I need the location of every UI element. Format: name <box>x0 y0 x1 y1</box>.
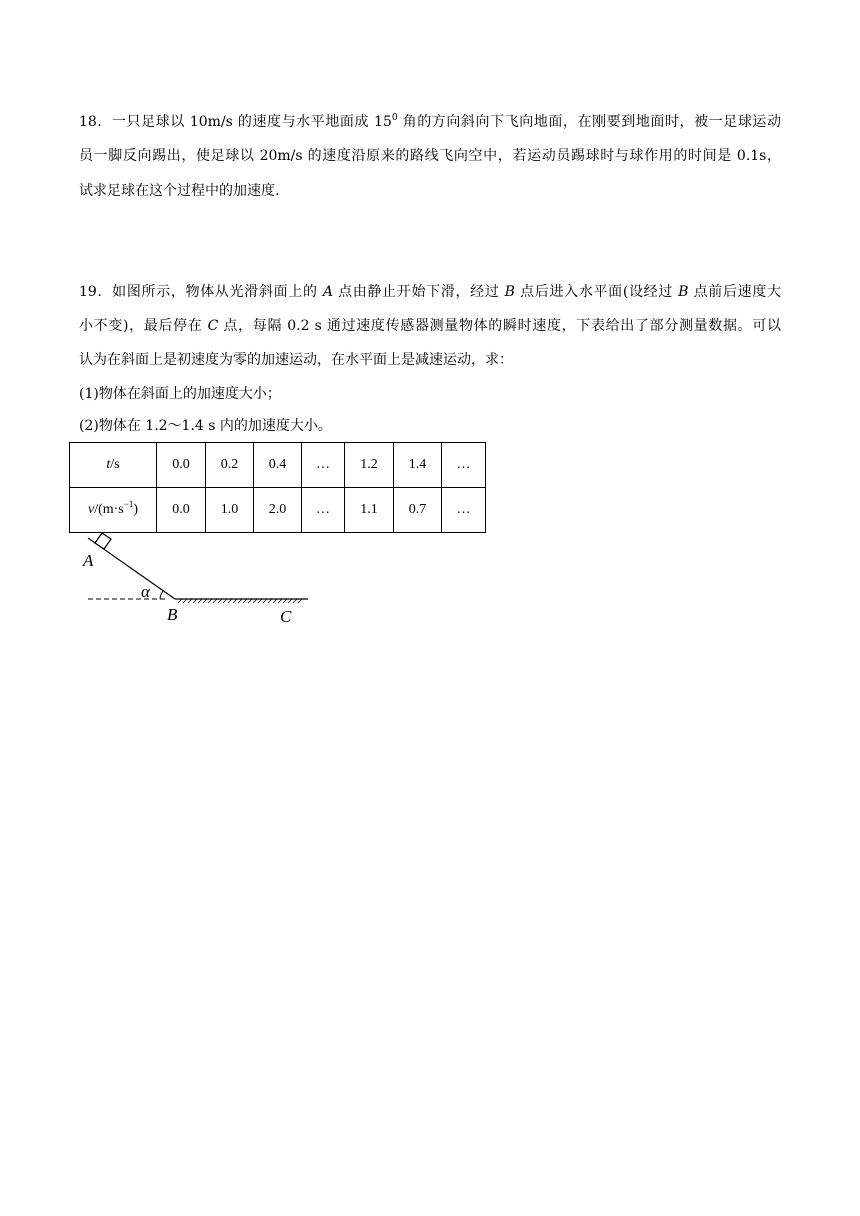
point-a-ref: A <box>322 284 333 300</box>
table-header-velocity <box>70 488 157 533</box>
measurement-table <box>69 442 486 533</box>
table-cell: 1.2 <box>345 443 394 488</box>
velocity-unit-exponent: −1 <box>123 499 134 509</box>
q19-sub-question-2: (2)物体在 1.2～1.4 s 内的加速度大小。 <box>79 418 332 434</box>
q19-text: 点后进入水平面(设经过 <box>514 284 679 300</box>
q19-line-1 <box>79 282 781 302</box>
table-cell: 0.0 <box>157 488 206 533</box>
block-icon <box>95 533 111 549</box>
table-cell: … <box>442 488 486 533</box>
incline-diagram <box>78 532 318 628</box>
point-b-ref: B <box>504 284 515 300</box>
q18-line-3: 试求足球在这个过程中的加速度. <box>79 183 280 199</box>
q19-text: 小不变)，最后停在 <box>79 318 208 334</box>
q19-line-3: 认为在斜面上是初速度为零的加速运动，在水平面上是减速运动，求： <box>79 352 513 368</box>
table-cell: 2.0 <box>254 488 302 533</box>
q18-text-b: 角的方向斜向下飞向地面，在刚要到地面时，被一足球运动 <box>397 114 781 130</box>
table-row-time <box>70 443 486 488</box>
table-cell: 1.4 <box>394 443 442 488</box>
label-c: C <box>280 607 292 626</box>
q19-sub-question-1: (1)物体在斜面上的加速度大小； <box>79 386 281 402</box>
table-cell: 0.7 <box>394 488 442 533</box>
point-c-ref: C <box>207 318 219 334</box>
q18-text-a: 18．一只足球以 10m/s 的速度与水平地面成 15 <box>79 114 392 130</box>
table-cell: 0.0 <box>157 443 206 488</box>
q19-text: 点前后速度大 <box>688 284 781 300</box>
q18-line-2: 员一脚反向踢出，使足球以 20m/s 的速度沿原来的路线飞向空中，若运动员踢球时与球作用的时间是 0.1s， <box>79 148 781 164</box>
angle-arc <box>160 591 163 599</box>
table-header-time <box>70 443 157 488</box>
q19-text: 点，每隔 0.2 s 通过速度传感器测量物体的瞬时速度，下表给出了部分测量数据。可以 <box>218 318 781 334</box>
table-cell: 0.2 <box>206 443 254 488</box>
q19-text: 19．如图所示，物体从光滑斜面上的 <box>79 284 323 300</box>
velocity-symbol: v <box>87 502 95 517</box>
degree-sup: 0 <box>391 113 398 123</box>
q19-line-2 <box>79 316 781 336</box>
table-row-velocity <box>70 488 486 533</box>
table-cell: … <box>302 488 345 533</box>
table-cell: 0.4 <box>254 443 302 488</box>
table-cell: 1.1 <box>345 488 394 533</box>
table-cell: … <box>442 443 486 488</box>
time-unit: /s <box>110 457 120 472</box>
label-alpha: α <box>141 582 150 601</box>
velocity-unit: /(m·s <box>94 502 124 517</box>
label-b: B <box>167 605 178 624</box>
point-b-ref: B <box>678 284 689 300</box>
time-symbol: t <box>106 457 111 472</box>
q19-text: 点由静止开始下滑，经过 <box>332 284 505 300</box>
table-cell: 1.0 <box>206 488 254 533</box>
velocity-unit-close: ) <box>133 502 139 517</box>
table-cell: … <box>302 443 345 488</box>
label-a: A <box>83 551 94 570</box>
q18-line-1 <box>79 112 781 132</box>
